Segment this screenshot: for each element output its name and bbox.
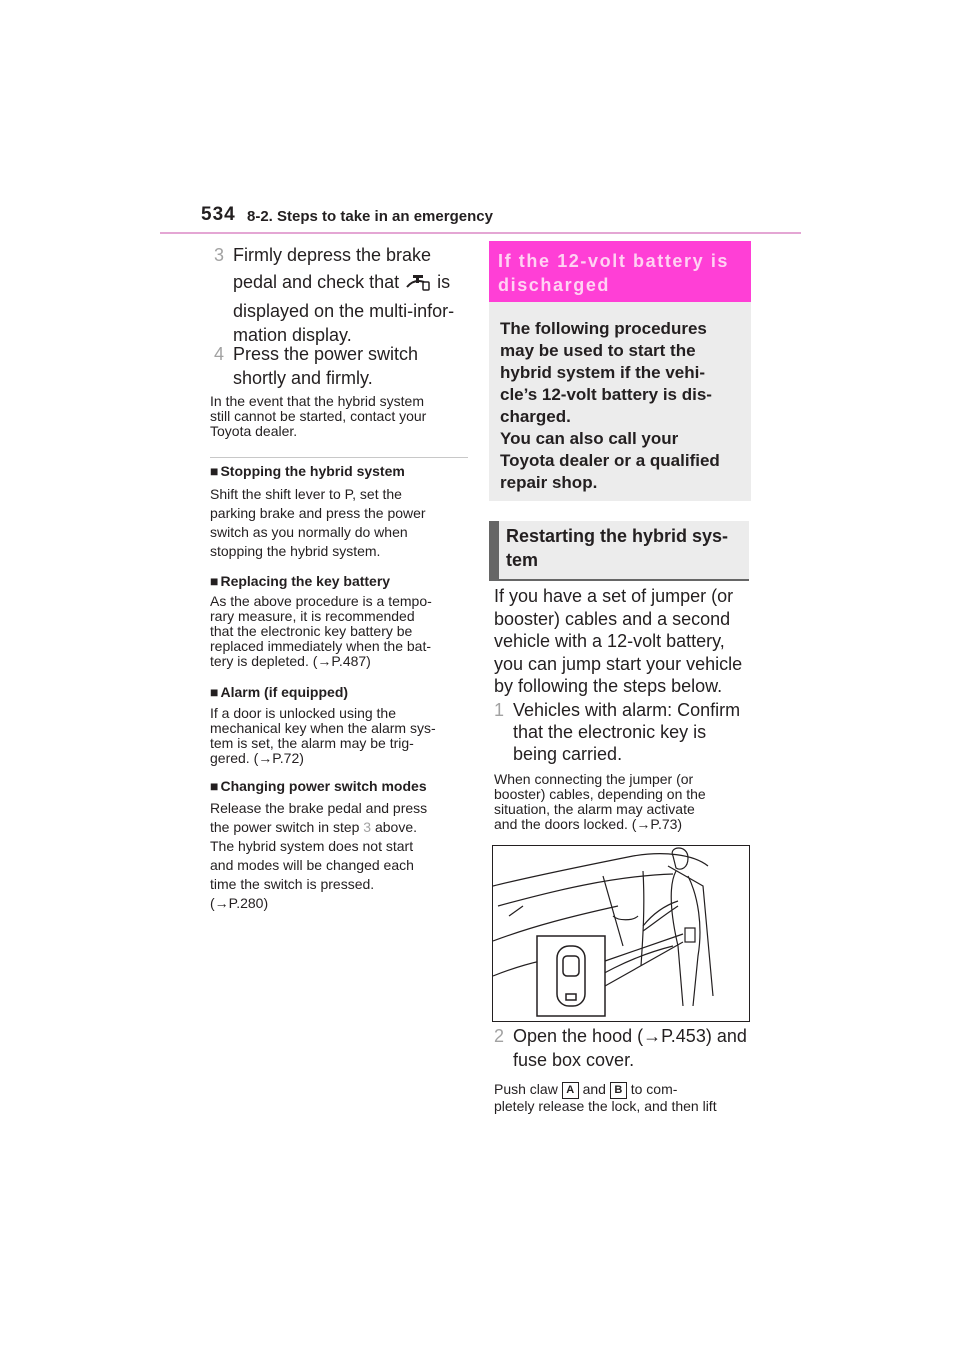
square-bullet-icon: ■ xyxy=(210,463,219,479)
label-b-badge: B xyxy=(610,1082,627,1099)
page-ref-link[interactable]: P.487) xyxy=(331,653,371,669)
arrow-icon: → xyxy=(214,895,229,911)
heading-accent-bar xyxy=(489,521,499,579)
arrow-icon: → xyxy=(636,816,651,832)
section-title: 8-2. Steps to take in an emergency xyxy=(247,208,493,225)
step-number: 2 xyxy=(494,1026,505,1046)
section-heading: If the 12-volt battery is discharged xyxy=(498,251,730,295)
subheading-stopping: ■ Stopping the hybrid system xyxy=(210,463,405,479)
page-ref-link[interactable]: P.280) xyxy=(228,895,269,911)
alarm-note: When connecting the jumper (or booster) cables, depending on the situation, the alarm may activate and the doors locked. (→P.73) xyxy=(494,771,706,832)
restart-paragraph: If you have a set of jumper (or booster) cables and a second vehicle with a 12-volt battery, you can jump start your vehicle by following the steps below. xyxy=(494,586,743,696)
paragraph-replacing: As the above procedure is a tempo- rary measure, it is recommended that the electronic key battery be replaced immediately when the bat- tery is depleted. (→P.487) xyxy=(210,593,432,669)
subsection-heading: Restarting the hybrid sys- tem xyxy=(506,526,729,570)
subheading-alarm: ■ Alarm (if equipped) xyxy=(210,684,349,700)
note-block: In the event that the hybrid system still cannot be started, contact your Toyota dealer. xyxy=(210,393,427,439)
paragraph-alarm: If a door is unlocked using the mechanical key when the alarm sys- tem is set, the alarm may be trig- gered. (→P.72) xyxy=(210,705,436,766)
paragraph-stopping: Shift the shift lever to P, set the parking brake and press the power switch as you normally do when stopping the hybrid system. xyxy=(210,486,426,559)
square-bullet-icon: ■ xyxy=(210,573,219,589)
paragraph-changing: Release the brake pedal and press the power switch in step 3 above. The hybrid system does not start and modes will be changed each time the switch is pressed. (→P.280) xyxy=(210,800,428,911)
step-number: 3 xyxy=(214,245,225,265)
header-rule xyxy=(160,232,801,234)
step-text-line: Press the power switch xyxy=(233,344,419,364)
square-bullet-icon: ■ xyxy=(210,778,219,794)
brake-indicator-icon xyxy=(404,274,432,292)
arrow-icon: → xyxy=(258,750,273,766)
label-a-badge: A xyxy=(562,1082,579,1099)
subheading-changing: ■ Changing power switch modes xyxy=(210,778,427,794)
step-1: 1 Vehicles with alarm: Confirm that the electronic key is being carried. xyxy=(494,700,741,764)
car-door-illustration xyxy=(493,846,749,1021)
push-claw-paragraph: Push claw A and B to com- pletely release the lock, and then lift xyxy=(494,1081,717,1114)
step-text-line: shortly and firmly. xyxy=(233,368,373,388)
step-text-line: Firmly depress the brake xyxy=(233,245,432,265)
subheading-replacing: ■ Replacing the key battery xyxy=(210,573,391,589)
page-number: 534 xyxy=(201,204,236,225)
illustration-person-with-key xyxy=(492,845,750,1022)
step-number: 1 xyxy=(494,700,505,720)
step-text-line: pedal and check that is xyxy=(233,272,451,292)
arrow-icon: → xyxy=(643,1026,662,1046)
divider xyxy=(210,457,468,458)
step-text-line: mation display. xyxy=(233,325,352,345)
arrow-icon: → xyxy=(317,653,332,669)
step-3 xyxy=(214,243,474,343)
step-4 xyxy=(214,342,474,392)
step-number: 4 xyxy=(214,344,225,364)
step-2: 2 Open the hood (→P.453) and fuse box cover. xyxy=(494,1026,747,1070)
page-ref-link[interactable]: P.73) xyxy=(650,816,683,832)
step-text-line: displayed on the multi-infor- xyxy=(233,301,455,321)
square-bullet-icon: ■ xyxy=(210,684,219,700)
page-ref-link[interactable]: P.453) and xyxy=(661,1026,747,1046)
page-ref-link[interactable]: P.72) xyxy=(272,750,304,766)
intro-text: The following procedures may be used to start the hybrid system if the vehi- cle’s 12-volt battery is dis- charged. You can also call your Toyota dealer or a qualified repair shop. xyxy=(500,319,720,492)
